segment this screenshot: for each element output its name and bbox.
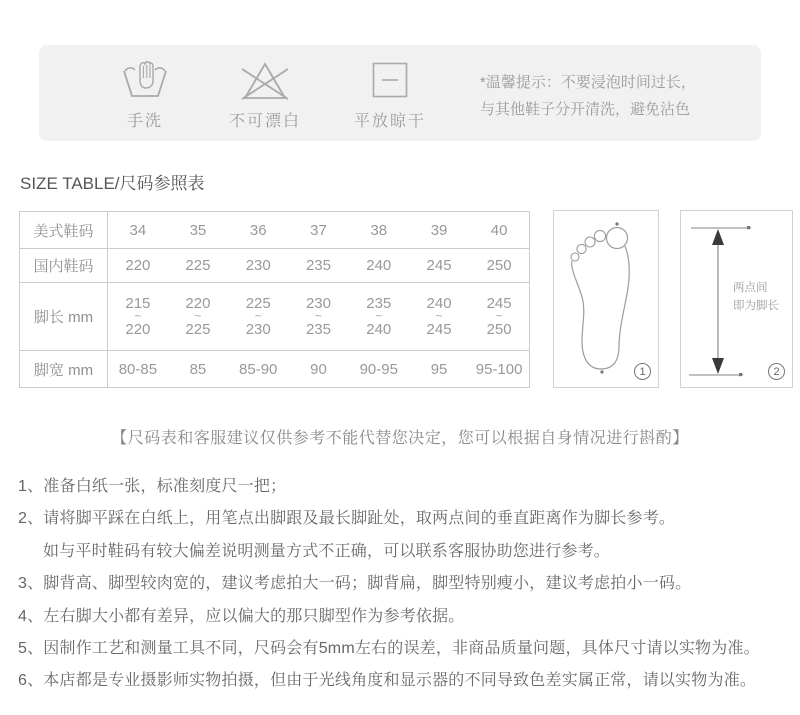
instruction-item-4: 4、左右脚大小都有差异，应以偏大的那只脚型作为参考依据。 (18, 607, 465, 625)
care-label-dry-flat: 平放晾干 (353, 113, 426, 130)
table-cell (409, 283, 469, 351)
size-table-heading: SIZE TABLE/尺码参照表 (20, 174, 205, 193)
table-cell: 85 (168, 351, 228, 388)
table-cell: 40 (469, 212, 529, 249)
measure-label-line1: 两点间 (733, 282, 768, 294)
table-cell: 235 (288, 249, 348, 283)
measure-label-line2: 即为脚长 (733, 300, 779, 312)
instruction-item-3: 3、脚背高、脚型较肉宽的，建议考虑拍大一码；脚背扁，脚型特别瘦小，建议考虑拍小一码。 (18, 575, 692, 593)
range-sep: ~ (254, 309, 262, 323)
table-row-foot-width (20, 351, 530, 388)
range-sep: ~ (375, 309, 383, 323)
range-bottom: 235 (305, 321, 331, 338)
care-label-hand-wash: 手洗 (126, 113, 163, 130)
diagram-number-1: 1 (634, 363, 651, 380)
range-top: 215 (125, 295, 151, 312)
care-item-dry-flat (340, 57, 440, 131)
no-bleach-icon (215, 57, 315, 105)
table-cell (349, 283, 409, 351)
range-top: 235 (366, 295, 392, 312)
range-sep: ~ (435, 309, 443, 323)
table-cell: 80-85 (108, 351, 168, 388)
table-cell: 90 (288, 351, 348, 388)
table-cell: 34 (108, 212, 168, 249)
table-cell: 225 (168, 249, 228, 283)
range-sep: ~ (314, 309, 322, 323)
table-row-cn-size (20, 249, 530, 283)
table-row-foot-length (20, 283, 530, 351)
table-cell (228, 283, 288, 351)
measure-diagram (680, 210, 793, 388)
measure-arrow-icon (681, 211, 792, 387)
instruction-list (18, 471, 798, 698)
care-label-no-bleach: 不可漂白 (228, 113, 301, 130)
table-cell: 35 (168, 212, 228, 249)
table-cell: 95-100 (469, 351, 529, 388)
instruction-item-6: 6、本店都是专业摄影师实物拍摄，但由于光线角度和显示器的不同导致色差实属正常，请以实物为准。 (18, 672, 757, 690)
table-cell: 95 (409, 351, 469, 388)
row-header: 脚宽 mm (20, 351, 108, 388)
table-cell: 36 (228, 212, 288, 249)
table-cell (168, 283, 228, 351)
dry-flat-icon (340, 57, 440, 105)
range-top: 225 (245, 295, 271, 312)
hand-wash-icon (95, 57, 195, 105)
instruction-item-1: 1、准备白纸一张，标准刻度尺一把； (18, 478, 287, 495)
table-cell: 38 (349, 212, 409, 249)
diagram-number-2: 2 (768, 363, 785, 380)
instruction-item-2-continued: 如与平时鞋码有较大偏差说明测量方式不正确，可以联系客服协助您进行参考。 (43, 542, 611, 560)
table-cell: 37 (288, 212, 348, 249)
foot-diagram (553, 210, 659, 388)
table-cell: 220 (108, 249, 168, 283)
range-sep: ~ (134, 309, 142, 323)
range-bottom: 240 (366, 321, 392, 338)
table-row-us-size (20, 212, 530, 249)
range-top: 220 (185, 295, 211, 312)
care-tip-text (480, 69, 696, 123)
row-header: 国内鞋码 (20, 249, 108, 283)
range-bottom: 245 (426, 321, 452, 338)
table-cell: 90-95 (349, 351, 409, 388)
care-tip-line2: 与其他鞋子分开清洗，避免沾色 (480, 101, 691, 118)
range-bottom: 230 (245, 321, 271, 338)
instruction-item-2: 2、请将脚平踩在白纸上，用笔点出脚跟及最长脚趾处，取两点间的垂直距离作为脚长参考。 (18, 510, 676, 528)
care-tip-line1: *温馨提示：不要浸泡时间过长， (480, 74, 696, 91)
range-sep: ~ (194, 309, 202, 323)
size-table (19, 211, 530, 388)
row-header: 美式鞋码 (20, 212, 108, 249)
table-cell: 245 (409, 249, 469, 283)
table-cell (288, 283, 348, 351)
size-notice: 【尺码表和客服建议仅供参考不能代替您决定，您可以根据自身情况进行斟酌】 (111, 430, 689, 447)
table-cell: 240 (349, 249, 409, 283)
table-cell: 230 (228, 249, 288, 283)
table-cell: 85-90 (228, 351, 288, 388)
range-top: 240 (426, 295, 452, 312)
range-bottom: 250 (486, 321, 512, 338)
care-item-hand-wash (95, 57, 195, 131)
foot-outline-icon (554, 211, 658, 387)
range-bottom: 225 (185, 321, 211, 338)
instruction-item-5: 5、因制作工艺和测量工具不同，尺码会有5mm左右的误差，非商品质量问题，具体尺寸请以实物为准。 (18, 640, 760, 658)
table-cell (108, 283, 168, 351)
care-panel (39, 45, 761, 141)
row-header: 脚长 mm (20, 283, 108, 351)
care-item-no-bleach (215, 57, 315, 131)
table-cell: 39 (409, 212, 469, 249)
table-cell (469, 283, 529, 351)
range-top: 230 (305, 295, 331, 312)
range-top: 245 (486, 295, 512, 312)
table-cell: 250 (469, 249, 529, 283)
range-bottom: 220 (125, 321, 151, 338)
range-sep: ~ (495, 309, 503, 323)
